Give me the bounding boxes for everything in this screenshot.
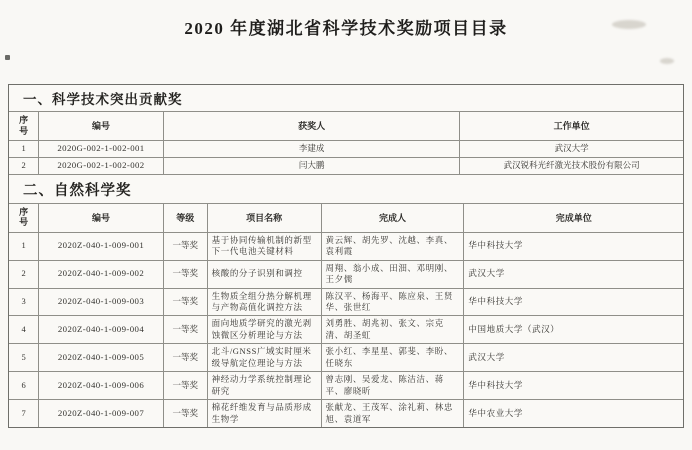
table-cell: 5 bbox=[9, 344, 39, 372]
table-cell: 张小红、李星星、郭斐、李盼、任晓东 bbox=[321, 344, 464, 372]
table-cell: 陈汉平、杨海平、陈应泉、王贤华、张世红 bbox=[321, 288, 464, 316]
table-cell: 核酸的分子识别和调控 bbox=[207, 260, 321, 288]
scan-speckle bbox=[5, 55, 10, 60]
table-cell: 张献龙、王茂军、涂礼莉、林忠旭、袁道军 bbox=[321, 400, 464, 427]
table-cell: 武汉大学 bbox=[464, 344, 683, 372]
table-cell: 2020G-002-1-002-001 bbox=[39, 140, 164, 157]
outstanding-contribution-table bbox=[9, 112, 683, 174]
table-cell: 2020Z-040-1-009-003 bbox=[39, 288, 164, 316]
column-header: 编号 bbox=[39, 204, 164, 232]
table-cell: 华中科技大学 bbox=[464, 232, 683, 260]
table-row bbox=[9, 316, 683, 344]
natural-science-table bbox=[9, 204, 683, 428]
column-header: 项目名称 bbox=[207, 204, 321, 232]
table-row bbox=[9, 260, 683, 288]
scan-smudge bbox=[612, 20, 646, 29]
table-cell: 武汉大学 bbox=[464, 260, 683, 288]
award-tables-frame bbox=[8, 84, 684, 428]
column-header: 等级 bbox=[163, 204, 207, 232]
table-header-row bbox=[9, 112, 683, 140]
table-cell: 2 bbox=[9, 260, 39, 288]
table-cell: 北斗/GNSS广域实时厘米级导航定位理论与方法 bbox=[207, 344, 321, 372]
table-cell: 武汉锐科光纤激光技术股份有限公司 bbox=[460, 157, 683, 173]
table-cell: 华中农业大学 bbox=[464, 400, 683, 427]
section-heading-natural-science: 二、自然科学奖 bbox=[9, 174, 683, 204]
table-row bbox=[9, 344, 683, 372]
table-cell: 2020Z-040-1-009-005 bbox=[39, 344, 164, 372]
table-cell: 一等奖 bbox=[163, 232, 207, 260]
table-cell: 2020G-002-1-002-002 bbox=[39, 157, 164, 173]
table-cell: 一等奖 bbox=[163, 344, 207, 372]
table-cell: 一等奖 bbox=[163, 400, 207, 427]
column-header: 工作单位 bbox=[460, 112, 683, 140]
table-cell: 2020Z-040-1-009-006 bbox=[39, 372, 164, 400]
table-row bbox=[9, 372, 683, 400]
table-row bbox=[9, 400, 683, 427]
table-row bbox=[9, 288, 683, 316]
scan-smudge bbox=[660, 58, 674, 64]
table-cell: 7 bbox=[9, 400, 39, 427]
table-cell: 3 bbox=[9, 288, 39, 316]
table-row bbox=[9, 140, 683, 157]
table-cell: 华中科技大学 bbox=[464, 372, 683, 400]
table-cell: 华中科技大学 bbox=[464, 288, 683, 316]
table-cell: 2020Z-040-1-009-004 bbox=[39, 316, 164, 344]
column-header: 完成人 bbox=[321, 204, 464, 232]
table-cell: 曾志刚、吴爱龙、陈洁洁、蒋平、廖晓昕 bbox=[321, 372, 464, 400]
column-header: 获奖人 bbox=[163, 112, 460, 140]
table-cell: 2020Z-040-1-009-001 bbox=[39, 232, 164, 260]
table-cell: 面向地质学研究的激光剥蚀微区分析理论与方法 bbox=[207, 316, 321, 344]
table-cell: 基于协同传输机制的新型下一代电池关键材料 bbox=[207, 232, 321, 260]
column-header: 序号 bbox=[9, 204, 39, 232]
column-header: 完成单位 bbox=[464, 204, 683, 232]
table-cell: 2 bbox=[9, 157, 39, 173]
table-cell: 一等奖 bbox=[163, 260, 207, 288]
table-cell: 黄云辉、胡先罗、沈越、李真、袁利霞 bbox=[321, 232, 464, 260]
table-cell: 一等奖 bbox=[163, 288, 207, 316]
table-cell: 1 bbox=[9, 140, 39, 157]
table-cell: 周翔、翁小成、田沺、邓明刚、王夕儒 bbox=[321, 260, 464, 288]
table-header-row bbox=[9, 204, 683, 232]
table-cell: 闫大鹏 bbox=[163, 157, 460, 173]
table-cell: 神经动力学系统控制理论研究 bbox=[207, 372, 321, 400]
section-heading-outstanding-contribution: 一、科学技术突出贡献奖 bbox=[9, 85, 683, 112]
column-header: 编号 bbox=[39, 112, 164, 140]
table-cell: 李建成 bbox=[163, 140, 460, 157]
table-cell: 一等奖 bbox=[163, 316, 207, 344]
table-cell: 一等奖 bbox=[163, 372, 207, 400]
table-cell: 2020Z-040-1-009-007 bbox=[39, 400, 164, 427]
table-row bbox=[9, 157, 683, 173]
table-cell: 4 bbox=[9, 316, 39, 344]
table-row bbox=[9, 232, 683, 260]
table-cell: 刘勇胜、胡兆初、张文、宗克清、胡圣虹 bbox=[321, 316, 464, 344]
table-cell: 生物质全组分热分解机理与产物高值化调控方法 bbox=[207, 288, 321, 316]
table-cell: 6 bbox=[9, 372, 39, 400]
table-cell: 武汉大学 bbox=[460, 140, 683, 157]
table-cell: 1 bbox=[9, 232, 39, 260]
table-cell: 中国地质大学（武汉） bbox=[464, 316, 683, 344]
column-header: 序号 bbox=[9, 112, 39, 140]
table-cell: 2020Z-040-1-009-002 bbox=[39, 260, 164, 288]
table-cell: 棉花纤维发育与品质形成生物学 bbox=[207, 400, 321, 427]
page-title: 2020 年度湖北省科学技术奖励项目目录 bbox=[184, 19, 508, 38]
